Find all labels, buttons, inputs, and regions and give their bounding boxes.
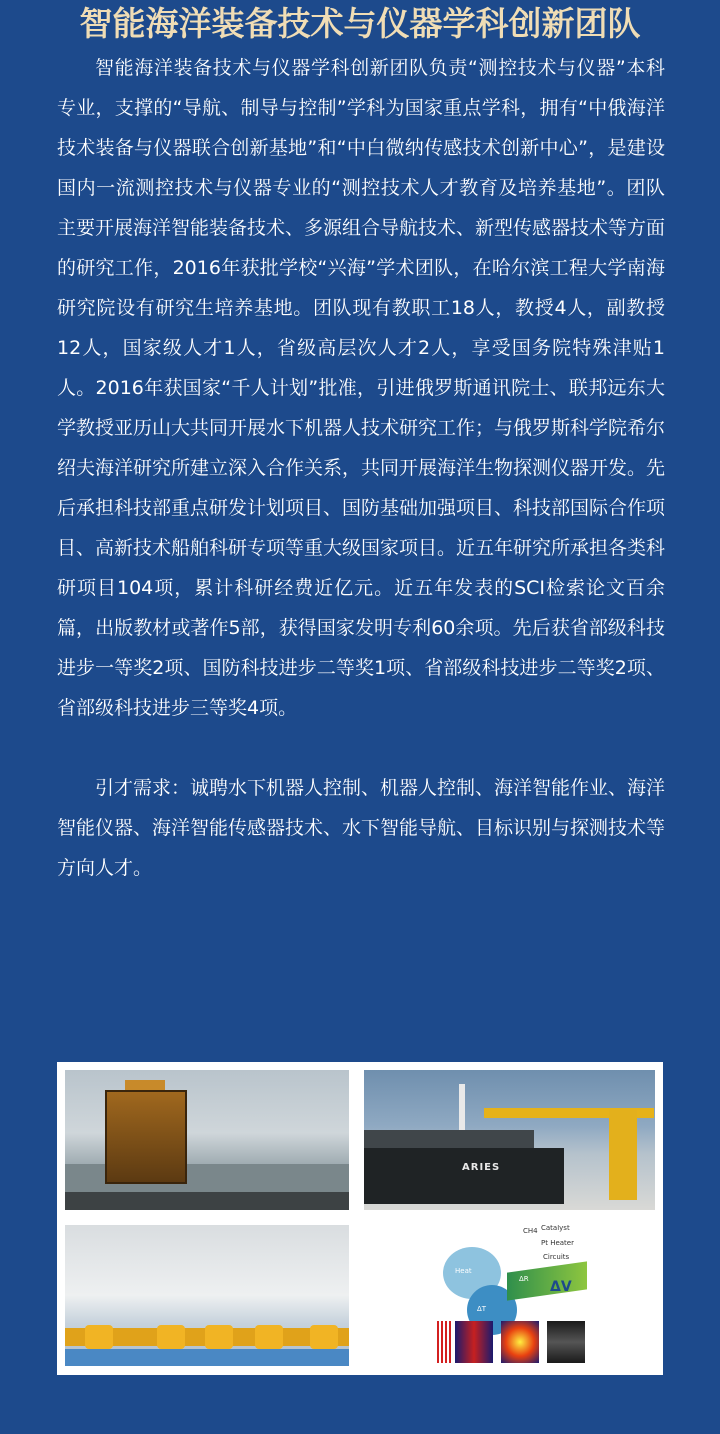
- circuits-label: Circuits: [543, 1253, 570, 1261]
- underwater-vehicle-photo: [65, 1070, 349, 1210]
- delta-r-label: ΔR: [519, 1275, 529, 1283]
- page-title: 智能海洋装备技术与仪器学科创新团队: [79, 4, 641, 43]
- delta-t-label: ΔT: [477, 1305, 487, 1313]
- delta-v-label: ΔV: [550, 1279, 572, 1295]
- heat-label: Heat: [455, 1267, 472, 1275]
- recruitment-paragraph: 引才需求：诚聘水下机器人控制、机器人控制、海洋智能作业、海洋智能仪器、海洋智能传感器技术、水下智能导航、目标识别与探测技术等方向人才。: [57, 777, 666, 879]
- sensor-diagram: [437, 1225, 597, 1370]
- intro-paragraph: 智能海洋装备技术与仪器学科创新团队负责“测控技术与仪器”本科专业，支撑的“导航、制导与控制”学科为国家重点学科，拥有“中俄海洋技术装备与仪器联合创新基地”和“中白微纳传感技术创新中心”，是建设国内一流测控技术与仪器专业的“测控技术人才教育及培养基地”。团队主要开展海洋智能装备技术、多源组合导航技术、新型传感器技术等方面的研究工作，2016年获批学校“兴海”学术团队，在哈尔滨工程大学南海研究院设有研究生培养基地。团队现有教职工18人，教授4人，副教授12人，国家级人才1人，省级高层次人才2人，享受国务院特殊津贴1人。2016年获国家“千人计划”批准，引进俄罗斯通讯院士、联邦远东大学教授亚历山大共同开展水下机器人技术研究工作；与俄罗斯科学院希尔绍夫海洋研究所建立深入合作关系，共同开展海洋生物探测仪器开发。先后承担科技部重点研发计划项目、国防基础加强项目、科技部国际合作项目、高新技术船舶科研专项等重大级国家项目。近五年研究所承担各类科研项目104项，累计科研经费近亿元。近五年发表的SCI检索论文百余篇，出版教材或著作5部，获得国家发明专利60余项。先后获省部级科技进步一等奖2项、国防科技进步二等奖1项、省部级科技进步二等奖2项、省部级科技进步三等奖4项。: [57, 57, 666, 719]
- pt-heater-label: Pt Heater: [541, 1239, 574, 1247]
- auv-hangar-photo: [65, 1225, 349, 1366]
- article-body: [57, 48, 665, 888]
- research-ship-photo: [364, 1070, 655, 1210]
- ch4-label: CH4: [523, 1227, 538, 1235]
- photo-collage: [57, 1062, 663, 1375]
- catalyst-label: Catalyst: [541, 1225, 570, 1232]
- ship-name-label: ARIES: [462, 1162, 501, 1173]
